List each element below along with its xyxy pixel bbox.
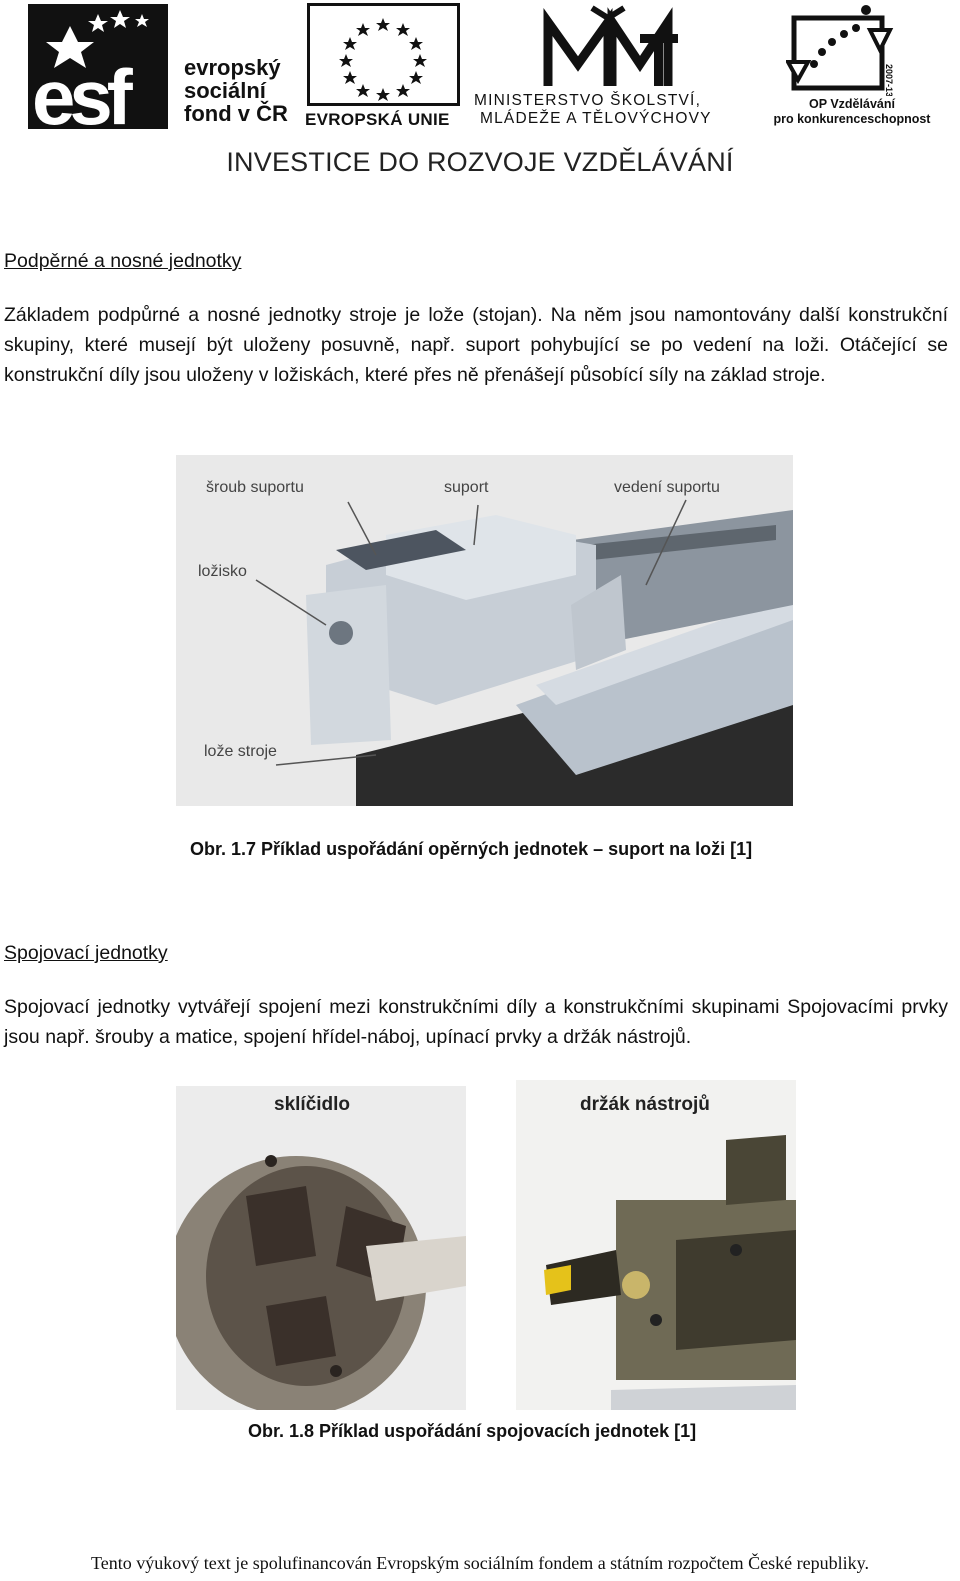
label-suport: suport [444, 479, 489, 496]
label-sklicidlo: sklíčidlo [274, 1094, 351, 1115]
footer-note: Tento výukový text je spolufinancován Evropským sociálním fondem a státním rozpočtem České republiky. [91, 1553, 869, 1573]
label-sroub-suportu: šroub suportu [206, 479, 304, 496]
eu-text: EVROPSKÁ UNIE [305, 110, 450, 129]
esf-logo [28, 4, 168, 129]
label-drzak-nastroju: držák nástrojů [580, 1094, 710, 1115]
msmt-text: MINISTERSTVO ŠKOLSTVÍ, MLÁDEŽE A TĚLOVÝCHOVY [474, 92, 712, 127]
section-heading-spojovaci: Spojovací jednotky [4, 942, 168, 964]
figure-suport-na-lozi [176, 455, 793, 806]
label-vedeni-suportu: vedení suportu [614, 479, 720, 496]
eu-flag-logo [307, 3, 460, 106]
figure-caption-1-7: Obr. 1.7 Příklad uspořádání opěrných jednotek – suport na loži [1] [190, 839, 753, 859]
section-heading-podperne: Podpěrné a nosné jednotky [4, 250, 242, 272]
msmt-logo [540, 4, 680, 89]
svg-text:esf: esf [32, 53, 127, 129]
svg-text:2007-13: 2007-13 [884, 64, 894, 96]
figure-sklicidlo [176, 1086, 466, 1410]
label-loze-stroje: lože stroje [204, 743, 277, 760]
section-paragraph-spojovaci: Spojovací jednotky vytvářejí spojení mezi konstrukčními díly a konstrukčními skupinami Spojovacími prvky jsou např. šrouby a matice, spojení hřídel-náboj, upínací prvky a držák nástrojů. [4, 996, 948, 1048]
esf-text: evropský sociální fond v ČR [184, 55, 288, 126]
op-text: OP Vzdělávání pro konkurenceschopnost [773, 97, 931, 126]
figure-drzak-nastroju [516, 1080, 796, 1410]
label-lozisko: ložisko [198, 563, 247, 580]
figure-caption-1-8: Obr. 1.8 Příklad uspořádání spojovacích jednotek [1] [248, 1421, 697, 1441]
investice-banner: INVESTICE DO ROZVOJE VZDĚLÁVÁNÍ [226, 147, 734, 177]
section-paragraph-podperne: Základem podpůrné a nosné jednotky stroje je lože (stojan). Na něm jsou namontovány další konstrukční skupiny, které musejí být uloženy posuvně, např. suport pohybující se po vedení na loži. Otáčející se konstrukční díly jsou uloženy v ložiskách, které přes ně přenášejí působící síly na základ stroje. [4, 304, 948, 386]
op-logo [786, 4, 896, 96]
